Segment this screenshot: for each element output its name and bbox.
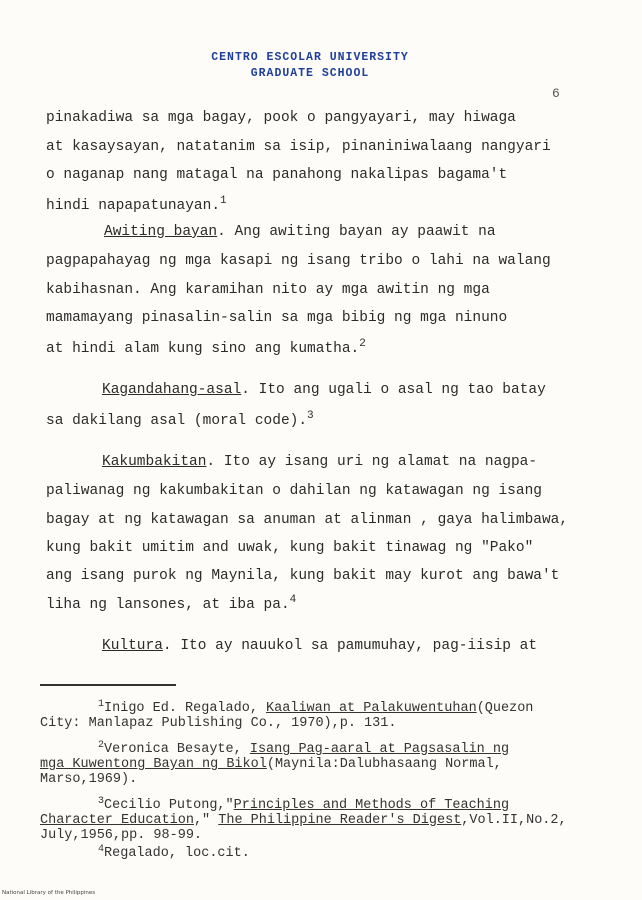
- footnote-ref: 3: [307, 410, 314, 422]
- footnote-divider: [40, 684, 176, 686]
- term-kakumbakitan: Kakumbakitan: [102, 454, 207, 470]
- term-awiting-bayan: Awiting bayan: [104, 224, 218, 240]
- footnote-ref: 4: [289, 594, 297, 606]
- text-line: pagpapahayag ng mga kasapi ng isang tribo o lahi na walang: [46, 253, 551, 269]
- footnote-ref: 1: [220, 195, 227, 207]
- text-line: kabihasnan. Ang karamihan nito ay mga awitin ng mga: [46, 282, 490, 298]
- text-line: Awiting bayan. Ang awiting bayan ay paawit na: [104, 224, 496, 240]
- text-line: mamamayang pinasalin-salin sa mga bibig ng mga ninuno: [46, 310, 508, 326]
- text-line: hindi napapatunayan.$^1$: [46, 195, 227, 214]
- term-kagandahang-asal: Kagandahang-asal: [102, 382, 242, 398]
- text-line: at hindi alam kung sino ang kumatha.$^2$: [46, 338, 366, 357]
- term-kultura: Kultura: [102, 638, 163, 654]
- text-line: Kakumbakitan. Ito ay isang uri ng alamat na nagpa-: [102, 454, 538, 470]
- text-line: sa dakilang asal (moral code).$^3$: [46, 410, 314, 429]
- text-line: Kagandahang-asal. Ito ang ugali o asal ng tao batay: [102, 382, 546, 398]
- text-line: at kasaysayan, natatanim sa isip, pinaniniwalaang nangyari: [46, 139, 551, 155]
- footnote-2: $^2$Veronica Besayte, Isang Pag-aaral at Pagsasalin ng mga Kuwentong Bayan ng Bikol(Maynila:Dalubhasaang Normal, Marso,1969).: [40, 740, 510, 787]
- footnote-4: $^4$Regalado, loc.cit.: [98, 844, 250, 861]
- text-line: liha ng lansones, at iba pa.$^4$: [46, 594, 297, 613]
- text-line: bagay at ng katawagan sa anuman at alinman , gaya halimbawa,: [46, 512, 569, 528]
- text-line: ang isang purok ng Maynila, kung bakit may kurot ang bawa't: [46, 568, 560, 584]
- text-line: kung bakit umitim and uwak, kung bakit tinawag ng "Pako": [46, 540, 534, 556]
- text-line: pinakadiwa sa mga bagay, pook o pangyayari, may hiwaga: [46, 110, 516, 126]
- footnote-1: $^1$Inigo Ed. Regalado, Kaaliwan at Palakuwentuhan(Quezon City: Manlapaz Publishing Co., 1970),p. 131.: [40, 699, 534, 731]
- text-line: paliwanag ng kakumbakitan o dahilan ng katawagan ng isang: [46, 483, 542, 499]
- text-line: Kultura. Ito ay nauukol sa pamumuhay, pag-iisip at: [102, 638, 538, 654]
- footnote-3: $^3$Cecilio Putong,"Principles and Methods of Teaching Character Education," The Philippine Reader's Digest,Vol.II,No.2, July,1956,pp. 98-99.: [40, 796, 567, 843]
- school-name: GRADUATE SCHOOL: [250, 67, 370, 80]
- text-line: o naganap nang matagal na panahong nakalipas bagama't: [46, 167, 508, 183]
- letterhead: [0, 50, 620, 82]
- page-number: 6: [552, 86, 560, 101]
- university-name: CENTRO ESCOLAR UNIVERSITY: [211, 51, 409, 64]
- archive-footer: National Library of the Philippines: [2, 890, 96, 896]
- footnote-ref: 2: [359, 338, 366, 350]
